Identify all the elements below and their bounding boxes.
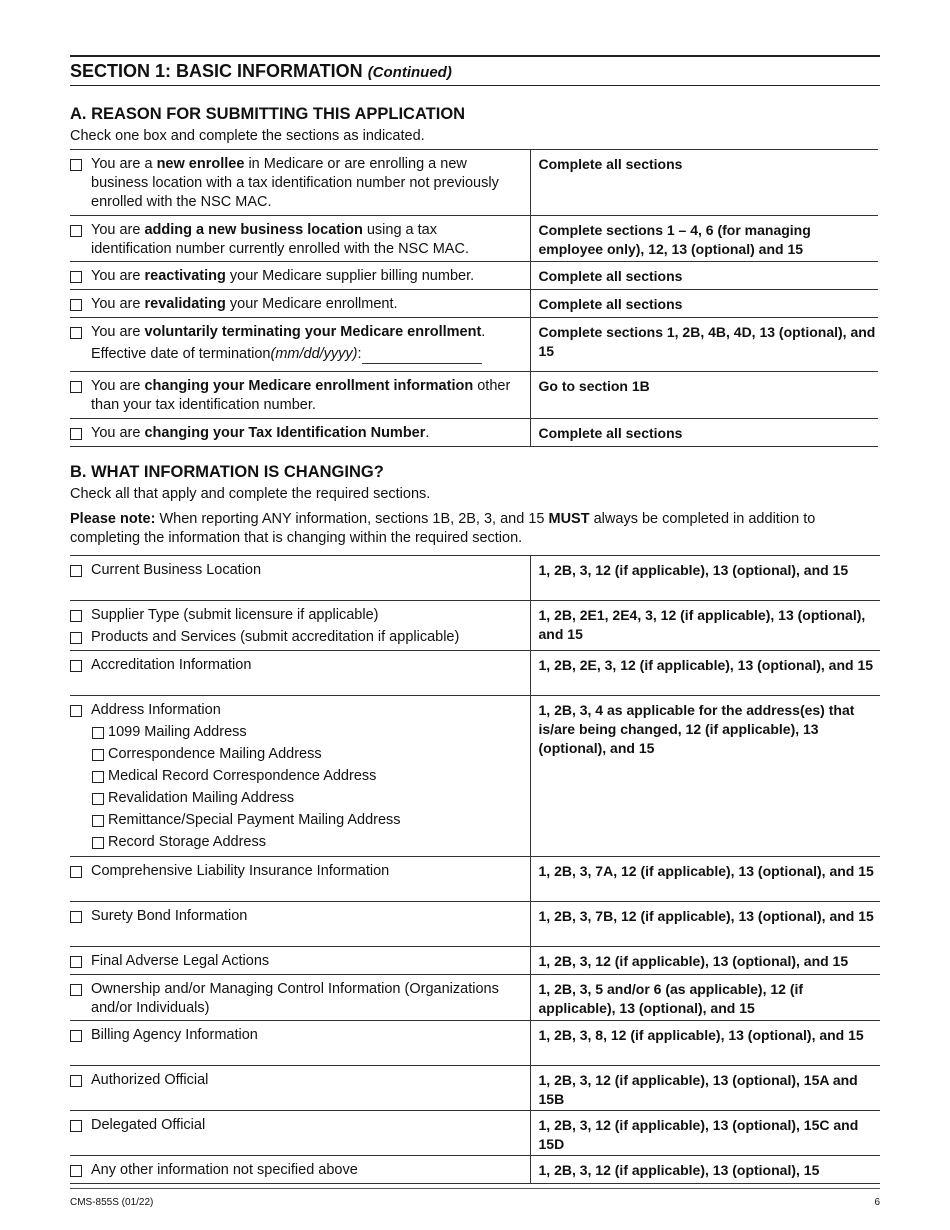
checkbox[interactable] (92, 727, 104, 739)
change-sections: 1, 2B, 3, 12 (if applicable), 13 (optional), 15C and 15D (530, 1111, 880, 1156)
change-sections: 1, 2B, 3, 12 (if applicable), 13 (optional), 15 (530, 1156, 880, 1184)
change-row (70, 1066, 880, 1111)
change-label: Final Adverse Legal Actions (91, 953, 270, 969)
checkbox[interactable] (70, 1075, 82, 1087)
checkbox[interactable] (70, 299, 82, 311)
checkbox[interactable] (92, 815, 104, 827)
address-sub-label: Revalidation Mailing Address (108, 790, 295, 806)
page-number: 6 (874, 1197, 880, 1208)
change-row-address (70, 696, 880, 857)
checkbox[interactable] (70, 327, 82, 339)
change-sections: 1, 2B, 3, 12 (if applicable), 13 (optional), and 15 (530, 556, 880, 601)
checkbox[interactable] (70, 1120, 82, 1132)
change-sections: 1, 2B, 3, 7B, 12 (if applicable), 13 (optional), and 15 (530, 902, 880, 947)
changes-table (70, 555, 880, 1184)
reason-table (70, 149, 878, 447)
checkbox[interactable] (70, 565, 82, 577)
continued-label: (Continued) (367, 64, 452, 81)
part-b-instruction: Check all that apply and complete the required sections. (70, 486, 431, 502)
address-sub-label: Remittance/Special Payment Mailing Address (108, 812, 401, 828)
checkbox[interactable] (92, 749, 104, 761)
reason-row-changing-tin (70, 419, 878, 447)
termination-date-label: Effective date of termination (91, 346, 271, 362)
checkbox[interactable] (70, 956, 82, 968)
change-row (70, 651, 880, 696)
form-id: CMS-855S (01/22) (70, 1197, 154, 1208)
reason-bold: changing your Medicare enrollment information (144, 378, 474, 394)
checkbox[interactable] (70, 705, 82, 717)
reason-row-new-location (70, 216, 878, 262)
change-label: Delegated Official (91, 1117, 206, 1133)
change-sections: 1, 2B, 3, 12 (if applicable), 13 (optional), and 15 (530, 947, 880, 975)
reason-bold: adding a new business location (144, 222, 363, 238)
change-label: Authorized Official (91, 1072, 209, 1088)
note-label: Please note: (70, 511, 156, 527)
checkbox[interactable] (70, 271, 82, 283)
reason-text: . (425, 425, 430, 441)
checkbox[interactable] (70, 632, 82, 644)
change-label: Comprehensive Liability Insurance Information (91, 863, 390, 879)
change-label: Accreditation Information (91, 657, 252, 673)
change-sections: 1, 2B, 2E1, 2E4, 3, 12 (if applicable), 13 (optional), and 15 (530, 601, 880, 651)
change-sections: 1, 2B, 3, 5 and/or 6 (as applicable), 12 (if applicable), 13 (optional), and 15 (530, 975, 880, 1021)
change-sections: 1, 2B, 3, 12 (if applicable), 13 (optional), 15A and 15B (530, 1066, 880, 1111)
reason-text: your Medicare enrollment. (225, 296, 398, 312)
change-sections: 1, 2B, 3, 8, 12 (if applicable), 13 (optional), and 15 (530, 1021, 880, 1066)
reason-bold: voluntarily terminating your Medicare enrollment (144, 324, 482, 340)
note-text: When reporting ANY information, sections 1B, 2B, 3, and 15 (155, 511, 549, 527)
change-row (70, 556, 880, 601)
date-format-hint: (mm/dd/yyyy) (270, 346, 358, 362)
section-rule-bottom (70, 85, 880, 86)
reason-text: You are (91, 222, 145, 238)
change-label: Products and Services (submit accreditation if applicable) (91, 629, 460, 645)
reason-text: in Medicare or are enrolling a new business location with a tax identification number not previously enrolled with the NSC MAC. (91, 156, 499, 210)
change-row (70, 975, 880, 1021)
part-b-heading: B. WHAT INFORMATION IS CHANGING? (70, 463, 384, 481)
checkbox[interactable] (92, 771, 104, 783)
checkbox[interactable] (70, 610, 82, 622)
change-row (70, 857, 880, 902)
reason-row-changing-info (70, 372, 878, 419)
checkbox[interactable] (70, 984, 82, 996)
reason-row-reactivating (70, 262, 878, 290)
reason-text: using a tax identification number currently enrolled with the NSC MAC. (91, 222, 469, 257)
checkbox[interactable] (92, 793, 104, 805)
part-a-heading: A. REASON FOR SUBMITTING THIS APPLICATION (70, 105, 466, 123)
checkbox[interactable] (92, 837, 104, 849)
reason-row-terminating (70, 318, 878, 372)
reason-text: You are (91, 324, 145, 340)
part-a-instruction: Check one box and complete the sections as indicated. (70, 128, 425, 144)
change-sections: 1, 2B, 3, 4 as applicable for the address(es) that is/are being changed, 12 (if applicable), 13 (optional), and 15 (530, 696, 880, 857)
section-title-text: SECTION 1: BASIC INFORMATION (70, 61, 363, 81)
change-label: Supplier Type (submit licensure if applicable) (91, 607, 379, 623)
change-label: Surety Bond Information (91, 908, 248, 924)
reason-action: Complete sections 1 – 4, 6 (for managing employee only), 12, 13 (optional) and 15 (530, 216, 878, 262)
reason-bold: new enrollee (156, 156, 245, 172)
reason-action: Complete all sections (530, 419, 878, 447)
date-colon: : (357, 346, 362, 362)
change-sections: 1, 2B, 2E, 3, 12 (if applicable), 13 (optional), and 15 (530, 651, 880, 696)
reason-action: Complete all sections (530, 290, 878, 318)
checkbox[interactable] (70, 225, 82, 237)
reason-action: Complete all sections (530, 262, 878, 290)
address-sub-label: 1099 Mailing Address (108, 724, 247, 740)
change-row (70, 601, 880, 651)
checkbox[interactable] (70, 1165, 82, 1177)
change-row (70, 1021, 880, 1066)
checkbox[interactable] (70, 428, 82, 440)
checkbox[interactable] (70, 660, 82, 672)
termination-date-field[interactable] (362, 348, 482, 364)
change-row (70, 1156, 880, 1184)
change-label: Current Business Location (91, 562, 262, 578)
reason-text: your Medicare supplier billing number. (225, 268, 475, 284)
checkbox[interactable] (70, 911, 82, 923)
reason-text: You are (91, 378, 145, 394)
reason-text: You are (91, 296, 145, 312)
change-sections: 1, 2B, 3, 7A, 12 (if applicable), 13 (optional), and 15 (530, 857, 880, 902)
reason-row-revalidating (70, 290, 878, 318)
reason-action: Go to section 1B (530, 372, 878, 419)
address-sub-label: Correspondence Mailing Address (108, 746, 322, 762)
change-row (70, 947, 880, 975)
footer-rule (70, 1188, 880, 1189)
reason-action: Complete all sections (530, 150, 878, 216)
change-row (70, 1111, 880, 1156)
change-label: Billing Agency Information (91, 1027, 258, 1043)
reason-row-new-enrollee (70, 150, 878, 216)
part-b-note (70, 510, 880, 548)
reason-text: other than your tax identification number. (91, 378, 511, 413)
reason-action: Complete sections 1, 2B, 4B, 4D, 13 (optional), and 15 (530, 318, 878, 372)
reason-text: You are (91, 425, 145, 441)
note-text: always be completed in addition to completing the information that is changing within the required section. (70, 511, 816, 546)
change-label: Address Information (91, 702, 221, 718)
address-sub-label: Record Storage Address (108, 834, 266, 850)
reason-text: You are (91, 268, 145, 284)
checkbox[interactable] (70, 381, 82, 393)
reason-text: You are a (91, 156, 157, 172)
address-sub-label: Medical Record Correspondence Address (108, 768, 377, 784)
checkbox[interactable] (70, 866, 82, 878)
checkbox[interactable] (70, 159, 82, 171)
reason-bold: reactivating (144, 268, 226, 284)
note-bold: MUST (548, 511, 590, 527)
reason-bold: changing your Tax Identification Number (144, 425, 426, 441)
change-label: Ownership and/or Managing Control Information (Organizations and/or Individuals) (91, 981, 499, 1016)
reason-text: . (481, 324, 486, 340)
section-rule-top (70, 55, 880, 57)
reason-bold: revalidating (144, 296, 226, 312)
change-label: Any other information not specified above (91, 1162, 358, 1178)
change-row (70, 902, 880, 947)
checkbox[interactable] (70, 1030, 82, 1042)
section-title (70, 60, 452, 84)
